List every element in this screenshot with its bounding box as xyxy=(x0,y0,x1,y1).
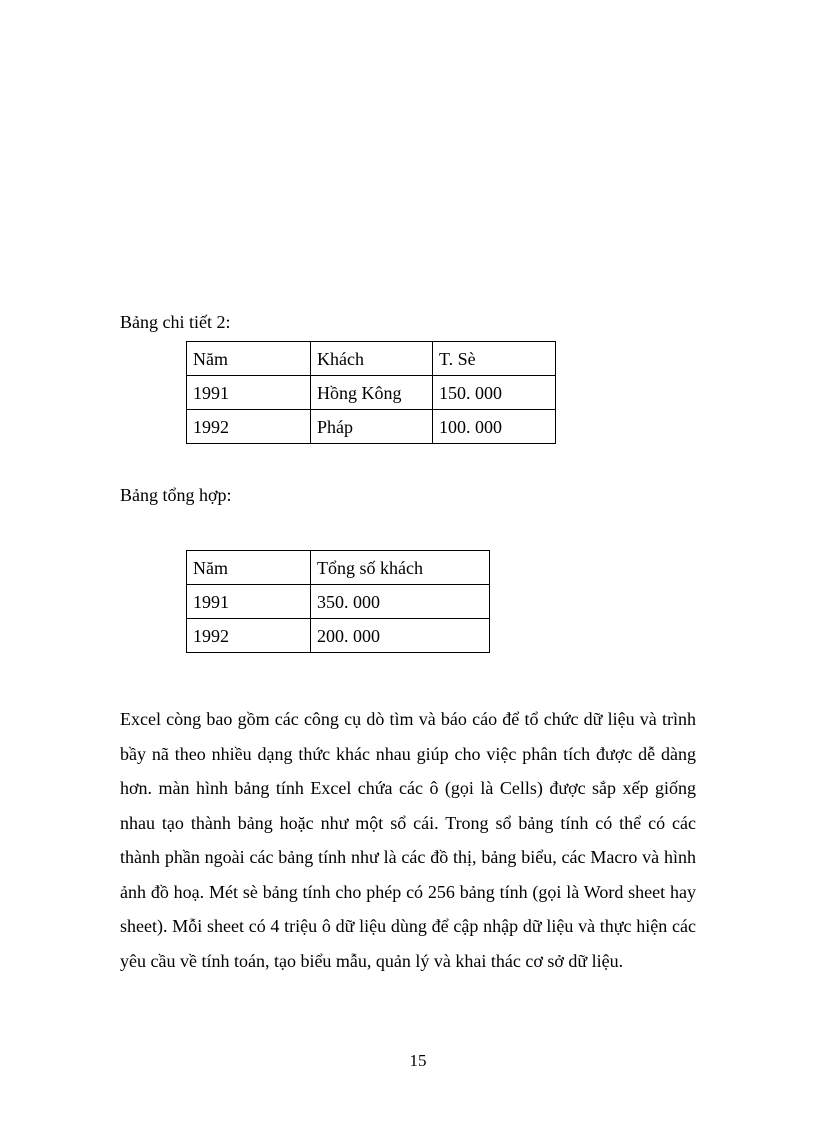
summary-table-caption: Bảng tổng hợp: xyxy=(120,485,232,505)
detail-table xyxy=(186,341,556,444)
table-cell: 350. 000 xyxy=(311,585,490,619)
table-cell: 1992 xyxy=(187,619,311,653)
table-row xyxy=(187,410,556,444)
table-cell: 150. 000 xyxy=(433,376,556,410)
table-header-cell: T. Sè xyxy=(433,342,556,376)
summary-table xyxy=(186,550,490,653)
body-paragraph: Excel còng bao gồm các công cụ dò tìm và báo cáo để tổ chức dữ liệu và trình bầy nã theo nhiều dạng thức khác nhau giúp cho việc phân tích được dễ dàng hơn. màn hình bảng tính Excel chứa các ô (gọi là Cells) được sắp xếp giống nhau tạo thành bảng hoặc như một sổ cái. Trong sổ bảng tính có thể có các thành phần ngoài các bảng tính như là các đồ thị, bảng biểu, các Macro và hình ảnh đồ hoạ. Mét sè bảng tính cho phép có 256 bảng tính (gọi là Word sheet hay sheet). Mỗi sheet có 4 triệu ô dữ liệu dùng để cập nhập dữ liệu và thực hiện các yêu cầu về tính toán, tạo biểu mẫu, quản lý và khai thác cơ sở dữ liệu. xyxy=(120,709,696,971)
table-row xyxy=(187,585,490,619)
table-cell: 1991 xyxy=(187,585,311,619)
table-header-cell: Năm xyxy=(187,551,311,585)
table-cell: 200. 000 xyxy=(311,619,490,653)
table-cell: 100. 000 xyxy=(433,410,556,444)
table-cell: Hồng Kông xyxy=(311,376,433,410)
table-header-cell: Tổng số khách xyxy=(311,551,490,585)
table-header-row xyxy=(187,551,490,585)
page-number: 15 xyxy=(409,1051,427,1070)
table-row xyxy=(187,619,490,653)
table-cell: 1992 xyxy=(187,410,311,444)
table-cell: Pháp xyxy=(311,410,433,444)
table-header-row xyxy=(187,342,556,376)
detail-table-caption: Bảng chi tiết 2: xyxy=(120,312,231,332)
table-row xyxy=(187,376,556,410)
table-header-cell: Khách xyxy=(311,342,433,376)
table-header-cell: Năm xyxy=(187,342,311,376)
table-cell: 1991 xyxy=(187,376,311,410)
